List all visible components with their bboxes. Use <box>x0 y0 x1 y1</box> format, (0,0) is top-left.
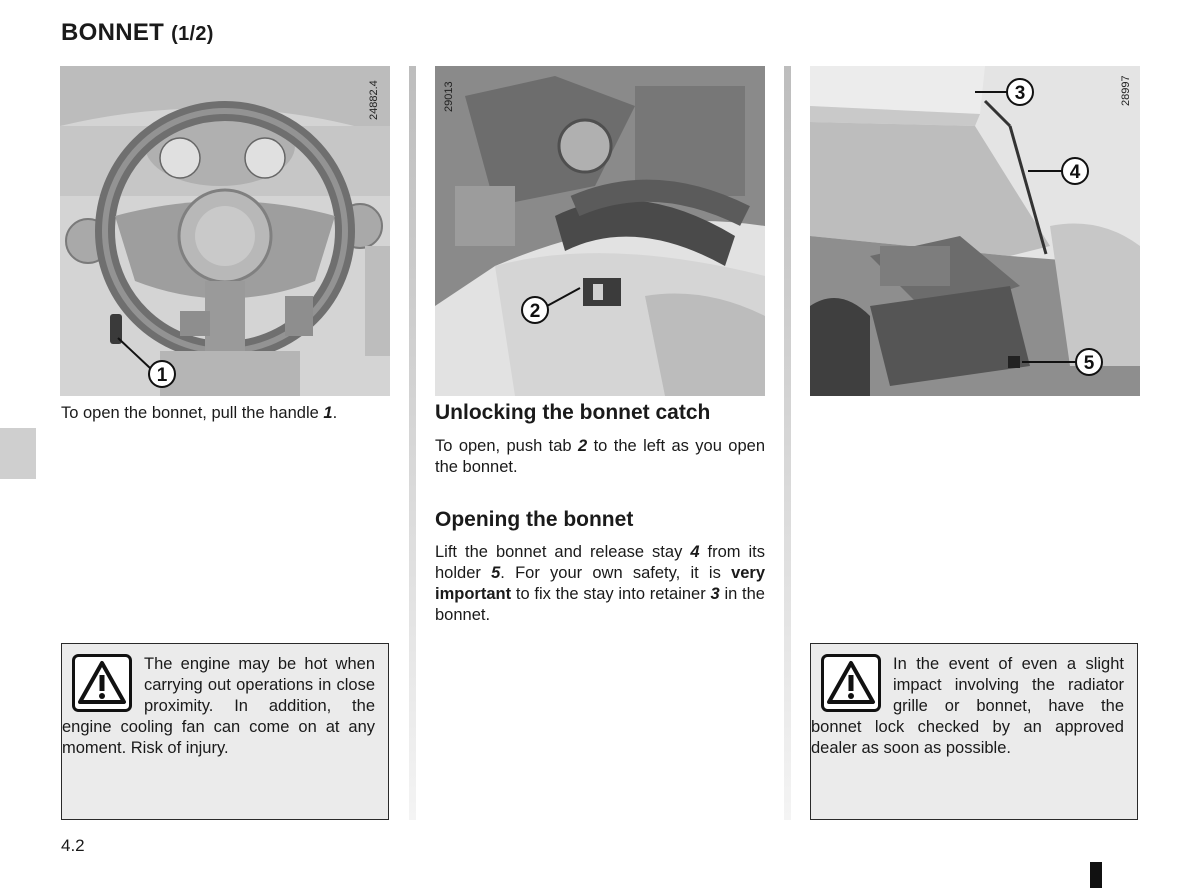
text-number: 4 <box>690 543 700 561</box>
callout-2: 2 <box>529 301 541 322</box>
column-separator-1 <box>409 66 416 820</box>
warning-triangle-icon <box>821 654 881 712</box>
photo-bonnet-catch <box>435 66 765 396</box>
photo-ref-2: 29013 <box>443 81 455 112</box>
page-number: 4.2 <box>61 836 85 855</box>
page-title-main: BONNET <box>61 19 165 46</box>
chapter-side-tab <box>0 428 36 479</box>
photo-steering-wheel <box>60 66 390 396</box>
callout-3: 3 <box>1014 83 1026 104</box>
text-part: To open, push tab <box>435 437 579 455</box>
warning-triangle-icon <box>72 654 132 712</box>
text-number: 5 <box>491 564 501 582</box>
callout-5: 5 <box>1083 353 1095 374</box>
page-corner-mark <box>1090 862 1102 888</box>
text-part: . For your own safety, it is <box>500 564 732 582</box>
warning-box-impact <box>810 643 1138 820</box>
text-part: from its holder <box>435 543 765 582</box>
callout-4: 4 <box>1069 162 1081 183</box>
page-title <box>61 19 214 47</box>
text-number: 3 <box>710 585 720 603</box>
caption-end: . <box>332 404 338 422</box>
column-separator-2 <box>784 66 791 820</box>
text-part: in the bonnet. <box>435 585 765 624</box>
text-emphasis: very important <box>435 564 766 603</box>
photo-bonnet-stay <box>810 66 1140 396</box>
text-number: 2 <box>578 437 588 455</box>
warning-text-impact: In the event of even a slight impact involving the radiator grille or bonnet, have the bonnet lock checked by an approved dealer as soon as possible. <box>811 655 1124 757</box>
photo-ref-3: 28997 <box>1120 75 1132 106</box>
caption-text: To open the bonnet, pull the handle <box>61 404 324 422</box>
text-part: to fix the stay into retainer <box>511 585 711 603</box>
text-part: Lift the bonnet and release stay <box>435 543 691 561</box>
photo-ref-1: 24882.4 <box>368 80 380 120</box>
warning-text-hot-engine: The engine may be hot when carrying out operations in close proximity. In addition, the engine cooling fan can come on at any moment. Risk of injury. <box>62 655 375 757</box>
text-part: to the left as you open the bonnet. <box>435 437 765 476</box>
caption-number: 1 <box>323 404 333 422</box>
callout-1: 1 <box>156 365 168 386</box>
page-title-sub: (1/2) <box>171 23 214 45</box>
warning-box-hot-engine <box>61 643 389 820</box>
caption-open-bonnet <box>61 403 391 424</box>
heading-opening-bonnet: Opening the bonnet <box>435 508 634 531</box>
text-unlocking-catch <box>435 436 765 478</box>
text-opening-bonnet <box>435 542 765 626</box>
heading-unlocking-catch: Unlocking the bonnet catch <box>435 401 711 424</box>
